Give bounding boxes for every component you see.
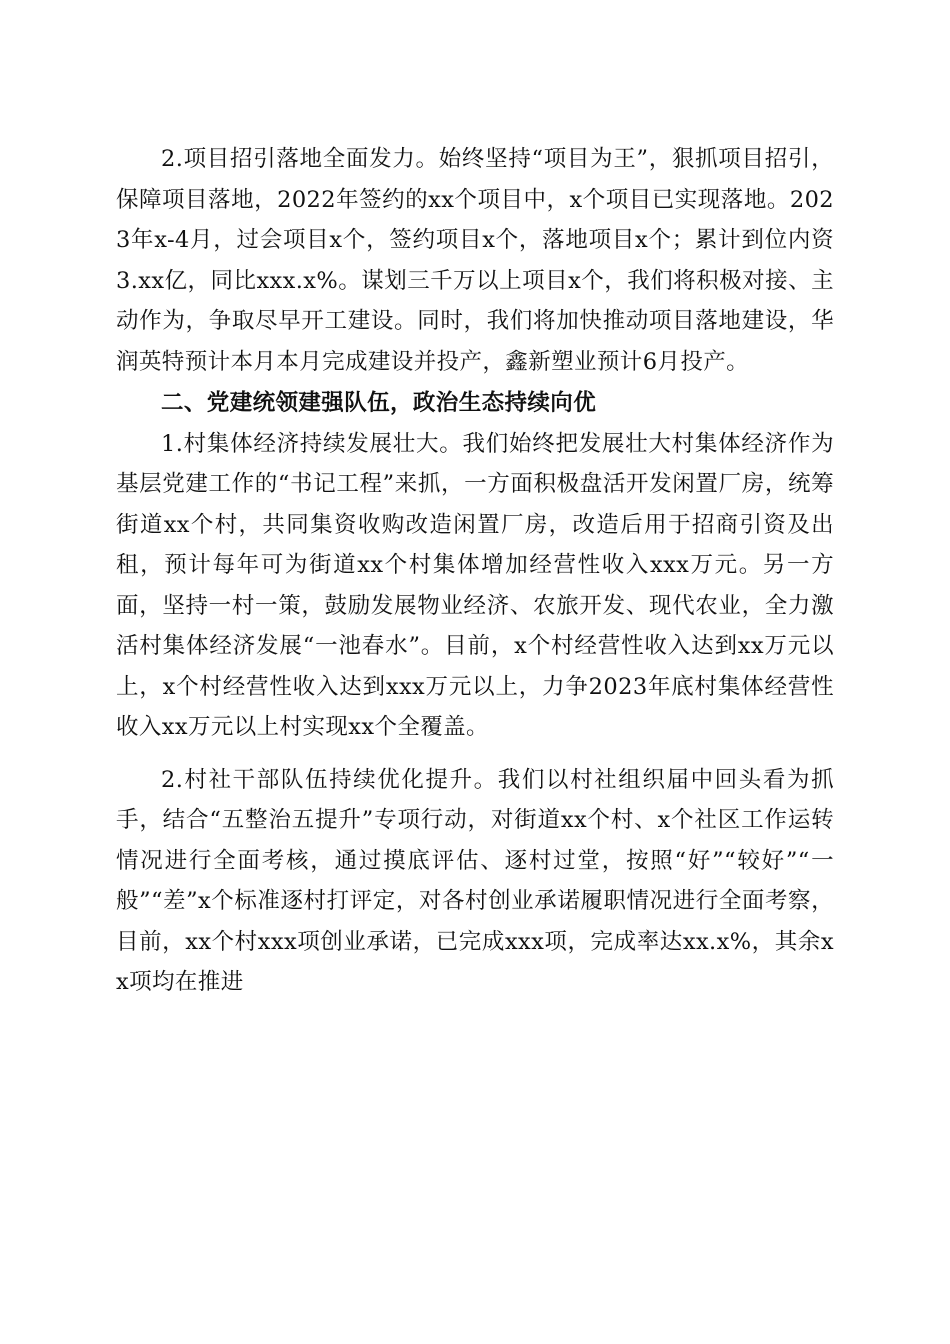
paragraph-project-attraction: 2.项目招引落地全面发力。始终坚持“项目为王”，狠抓项目招引，保障项目落地，2022年签约的xx个项目中，x个项目已实现落地。2023年x-4月，过会项目x个，签约项目x个，落地项目x个；累计到位内资3.xx亿，同比xxx.x%。谋划三千万以上项目x个，我们将积极对接、主动作为，争取尽早开工建设。同时，我们将加快推动项目落地建设，华润英特预计本月本月完成建设并投产，鑫新塑业预计6月投产。 (116, 146, 834, 375)
paragraph-village-cadres: 2.村社干部队伍持续优化提升。我们以村社组织届中回头看为抓手，结合“五整治五提升”专项行动，对街道xx个村、x个社区工作运转情况进行全面考核，通过摸底评估、逐村过堂，按照“好”“较好”“一般”“差”x个标准逐村打评定，对各村创业承诺履职情况进行全面考察，目前，xx个村xxx项创业承诺，已完成xxx项，完成率达xx.x%，其余xx项均在推进 (116, 766, 834, 995)
section-heading-party-building: 二、党建统领建强队伍，政治生态持续向优 (161, 390, 597, 416)
paragraph-village-economy: 1.村集体经济持续发展壮大。我们始终把发展壮大村集体经济作为基层党建工作的“书记工程”来抓，一方面积极盘活开发闲置厂房，统筹街道xx个村，共同集资收购改造闲置厂房，改造后用于招商引资及出租，预计每年可为街道xx个村集体增加经营性收入xxx万元。另一方面，坚持一村一策，鼓励发展物业经济、农旅开发、现代农业，全力激活村集体经济发展“一池春水”。目前，x个村经营性收入达到xx万元以上，x个村经营性收入达到xxx万元以上，力争2023年底村集体经营性收入xx万元以上村实现xx个全覆盖。 (116, 430, 834, 740)
